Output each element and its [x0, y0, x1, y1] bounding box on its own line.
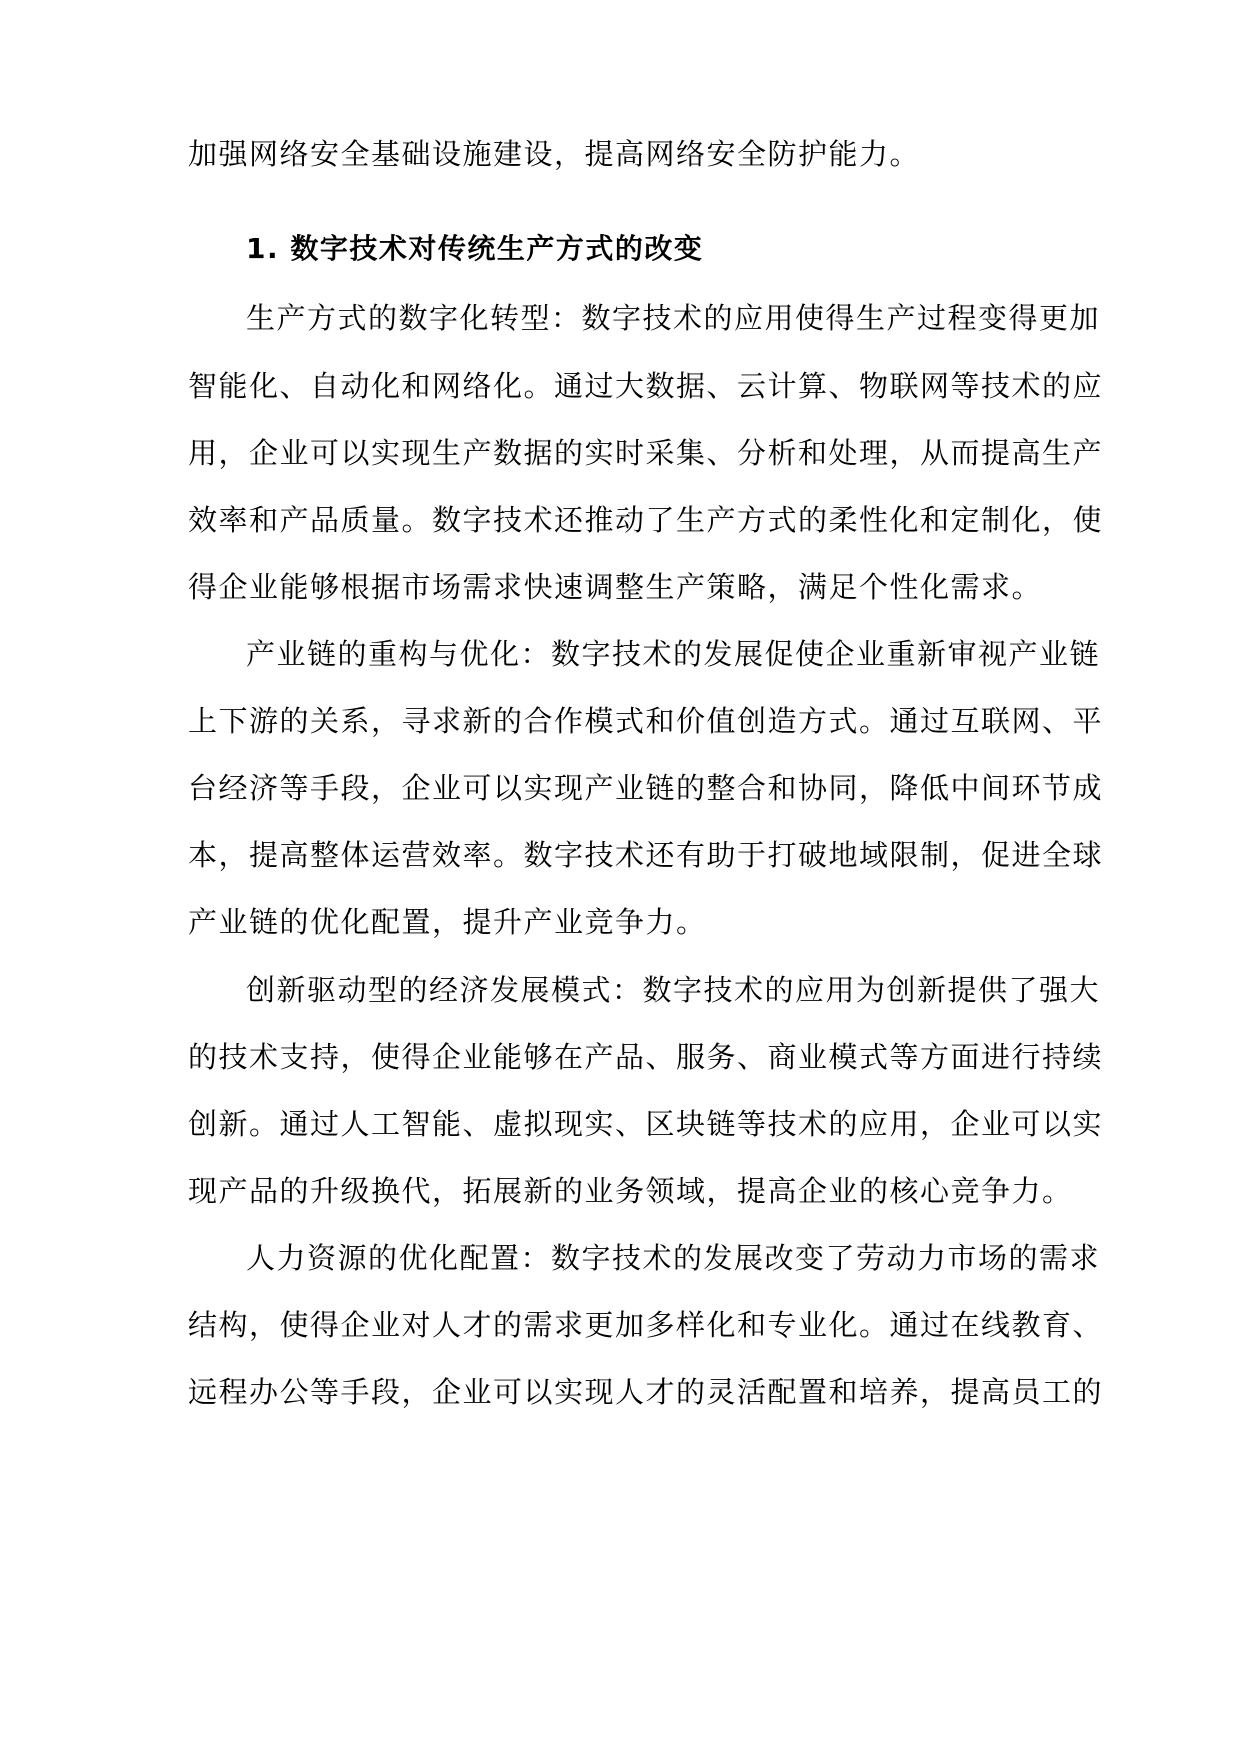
paragraph-line: 智能化、自动化和网络化。通过大数据、云计算、物联网等技术的应 [188, 369, 1104, 403]
paragraph-line: 远程办公等手段，企业可以实现人才的灵活配置和培养，提高员工的 [188, 1375, 1104, 1409]
paragraph-line: 产业链的优化配置，提升产业竞争力。 [188, 905, 707, 939]
paragraph-line: 上下游的关系，寻求新的合作模式和价值创造方式。通过互联网、平 [188, 704, 1104, 738]
paragraph-line: 生产方式的数字化转型：数字技术的应用使得生产过程变得更加 [246, 301, 1101, 335]
paragraph-continuation: 加强网络安全基础设施建设，提高网络安全防护能力。 [188, 137, 921, 171]
paragraph-line: 效率和产品质量。数字技术还推动了生产方式的柔性化和定制化，使 [188, 503, 1104, 537]
paragraph-line: 创新驱动型的经济发展模式：数字技术的应用为创新提供了强大 [246, 973, 1101, 1007]
paragraph-line: 人力资源的优化配置：数字技术的发展改变了劳动力市场的需求 [246, 1241, 1101, 1275]
section-heading: 1. 数字技术对传统生产方式的改变 [246, 232, 704, 265]
paragraph-line: 台经济等手段，企业可以实现产业链的整合和协同，降低中间环节成 [188, 771, 1104, 805]
paragraph-line: 产业链的重构与优化：数字技术的发展促使企业重新审视产业链 [246, 637, 1101, 671]
paragraph-line: 的技术支持，使得企业能够在产品、服务、商业模式等方面进行持续 [188, 1040, 1104, 1074]
paragraph-line: 用，企业可以实现生产数据的实时采集、分析和处理，从而提高生产 [188, 436, 1104, 470]
paragraph-line: 创新。通过人工智能、虚拟现实、区块链等技术的应用，企业可以实 [188, 1107, 1104, 1141]
paragraph-line: 结构，使得企业对人才的需求更加多样化和专业化。通过在线教育、 [188, 1308, 1104, 1342]
paragraph-line: 本，提高整体运营效率。数字技术还有助于打破地域限制，促进全球 [188, 838, 1104, 872]
paragraph-line: 现产品的升级换代，拓展新的业务领域，提高企业的核心竞争力。 [188, 1174, 1073, 1208]
paragraph-line: 得企业能够根据市场需求快速调整生产策略，满足个性化需求。 [188, 570, 1043, 604]
